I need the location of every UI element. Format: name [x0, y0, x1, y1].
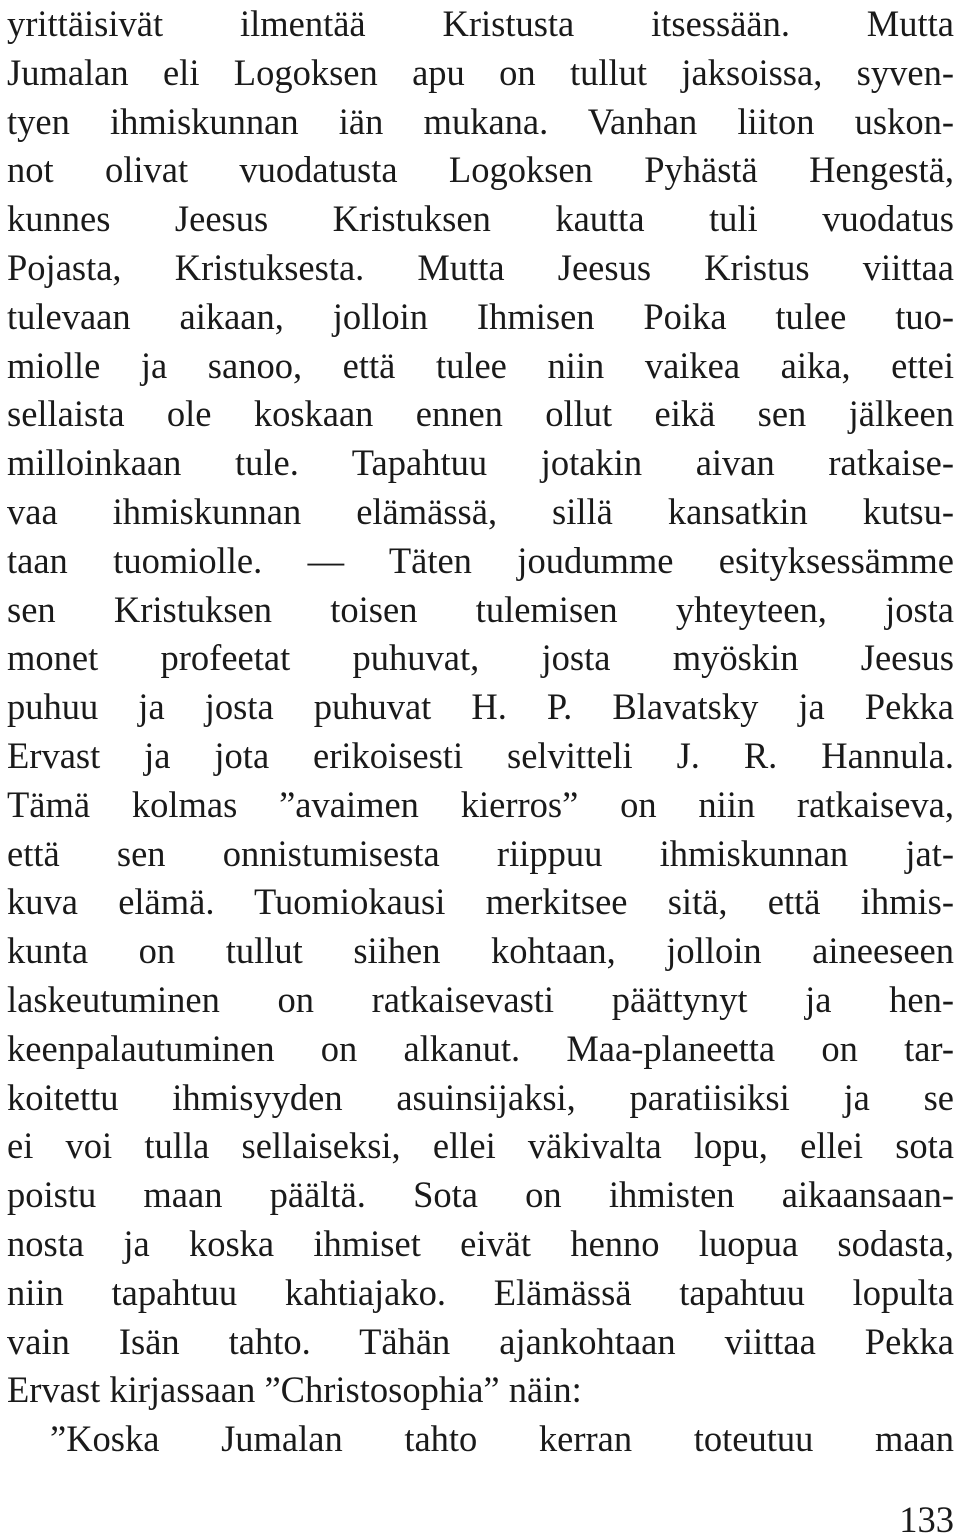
text-line: milloinkaan tule. Tapahtuu jotakin aivan ratkaise- — [7, 442, 954, 484]
text-line: vain Isän tahto. Tähän ajankohtaan viittaa Pekka — [7, 1320, 954, 1362]
text-line: sellaista ole koskaan ennen ollut eikä sen jälkeen — [7, 393, 954, 435]
text-line: laskeutuminen on ratkaisevasti päättynyt ja hen- — [7, 978, 954, 1020]
text-line: sen Kristuksen toisen tulemisen yhteyteen, josta — [7, 588, 954, 630]
text-line: taan tuomiolle. — Täten joudumme esityksessämme — [7, 539, 954, 581]
text-line: vaa ihmiskunnan elämässä, sillä kansatkin kutsu- — [7, 490, 954, 532]
quote-start-line: ”Koska Jumalan tahto kerran toteutuu maan — [50, 1418, 954, 1460]
text-line: tulevaan aikaan, jolloin Ihmisen Poika tulee tuo- — [7, 295, 954, 337]
text-line: Pojasta, Kristuksesta. Mutta Jeesus Kristus viittaa — [7, 246, 954, 288]
document-page — [7, 0, 954, 1464]
text-line: että sen onnistumisesta riippuu ihmiskunnan jat- — [7, 832, 954, 874]
text-line: monet profeetat puhuvat, josta myöskin Jeesus — [7, 637, 954, 679]
text-line: Ervast ja jota erikoisesti selvitteli J. R. Hannula. — [7, 734, 954, 776]
text-line: puhuu ja josta puhuvat H. P. Blavatsky ja Pekka — [7, 686, 954, 728]
page-number: 133 — [899, 1499, 954, 1540]
text-line: yrittäisivät ilmentää Kristusta itsessään. Mutta — [7, 3, 954, 44]
text-line: keenpalautuminen on alkanut. Maa-planeetta on tar- — [7, 1027, 954, 1069]
text-line: nosta ja koska ihmiset eivät henno luopua sodasta, — [7, 1222, 954, 1264]
text-line: tyen ihmiskunnan iän mukana. Vanhan liiton uskon- — [7, 100, 954, 142]
text-line: ei voi tulla sellaiseksi, ellei väkivalta lopu, ellei sota — [7, 1125, 954, 1167]
text-line: kunnes Jeesus Kristuksen kautta tuli vuodatus — [7, 198, 954, 240]
text-line: not olivat vuodatusta Logoksen Pyhästä Hengestä, — [7, 149, 954, 191]
text-line: niin tapahtuu kahtiajako. Elämässä tapahtuu lopulta — [7, 1271, 954, 1313]
text-line: Jumalan eli Logoksen apu on tullut jaksoissa, syven- — [7, 51, 954, 93]
text-line: kuva elämä. Tuomiokausi merkitsee sitä, että ihmis- — [7, 881, 954, 923]
text-line: miolle ja sanoo, että tulee niin vaikea aika, ettei — [7, 344, 954, 386]
text-line: Tämä kolmas ”avaimen kierros” on niin ratkaiseva, — [7, 783, 954, 825]
text-line: koitettu ihmisyyden asuinsijaksi, paratiisiksi ja se — [7, 1076, 954, 1118]
text-line: kunta on tullut siihen kohtaan, jolloin aineeseen — [7, 930, 954, 972]
text-line: poistu maan päältä. Sota on ihmisten aikaansaan- — [7, 1174, 954, 1216]
paragraph-end-line: Ervast kirjassaan ”Christosophia” näin: — [7, 1369, 582, 1411]
